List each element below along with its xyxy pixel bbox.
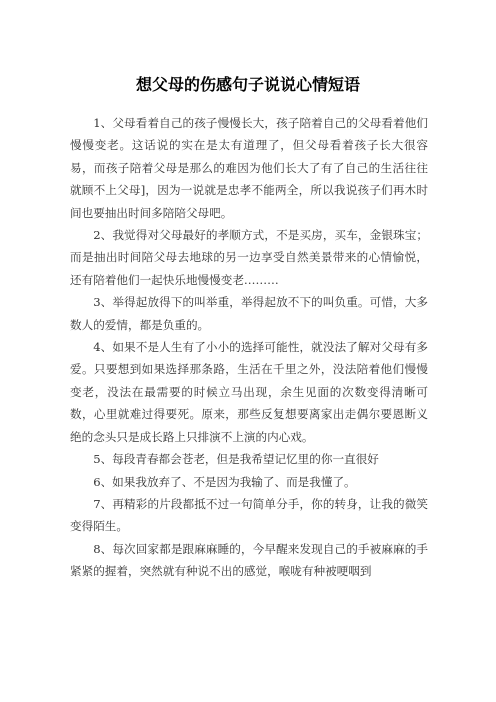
paragraph: 4、如果不是人生有了小小的选择可能性，就没法了解对父母有多爱。只要想到如果选择那条路，生活在千里之外，没法陪着他们慢慢变老，没法在最需要的时候立马出现，余生见面的次数变得清晰可数，心里就难过得要死。原来，那些反复想要离家出走偶尔要恩断义绝的念头只是成长路上只排演不上演的内心戏。: [70, 340, 428, 444]
paragraph: 1、父母看着自己的孩子慢慢长大，孩子陪着自己的父母看着他们慢慢变老。这话说的实在是太有道理了，但父母看着孩子长大很容易，而孩子陪着父母是那么的难因为他们长大了有了自己的生活往往就顾不上父母]，因为一说就是忠孝不能两全，所以我说孩子们再木时间也要抽出时间多陪陪父母吧。: [70, 116, 428, 220]
paragraph: 7、再精彩的片段都抵不过一句简单分手，你的转身，让我的微笑变得陌生。: [70, 496, 428, 534]
document-body: [70, 112, 428, 583]
paragraph: 6、如果我放弃了、不是因为我输了、而是我懂了。: [93, 474, 356, 489]
paragraph: 8、每次回家都是跟麻麻睡的，今早醒来发现自己的手被麻麻的手紧紧的握着，突然就有种说不出的感觉，喉咙有种被哽咽到: [70, 541, 428, 579]
paragraph: 3、举得起放得下的叫举重，举得起放不下的叫负重。可惜，大多数人的爱情，都是负重的。: [70, 295, 428, 332]
paragraph: 2、我觉得对父母最好的孝顺方式，不是买房，买车，金银珠宝；而是抽出时间陪父母去地球的另一边享受自然美景带来的心情愉悦，还有陪着他们一起快乐地慢慢变老………: [70, 228, 428, 287]
document-title: 想父母的伤感句子说说心情短语: [135, 75, 360, 94]
paragraph: 5、每段青春都会苍老，但是我希望记忆里的你一直很好: [93, 452, 379, 467]
